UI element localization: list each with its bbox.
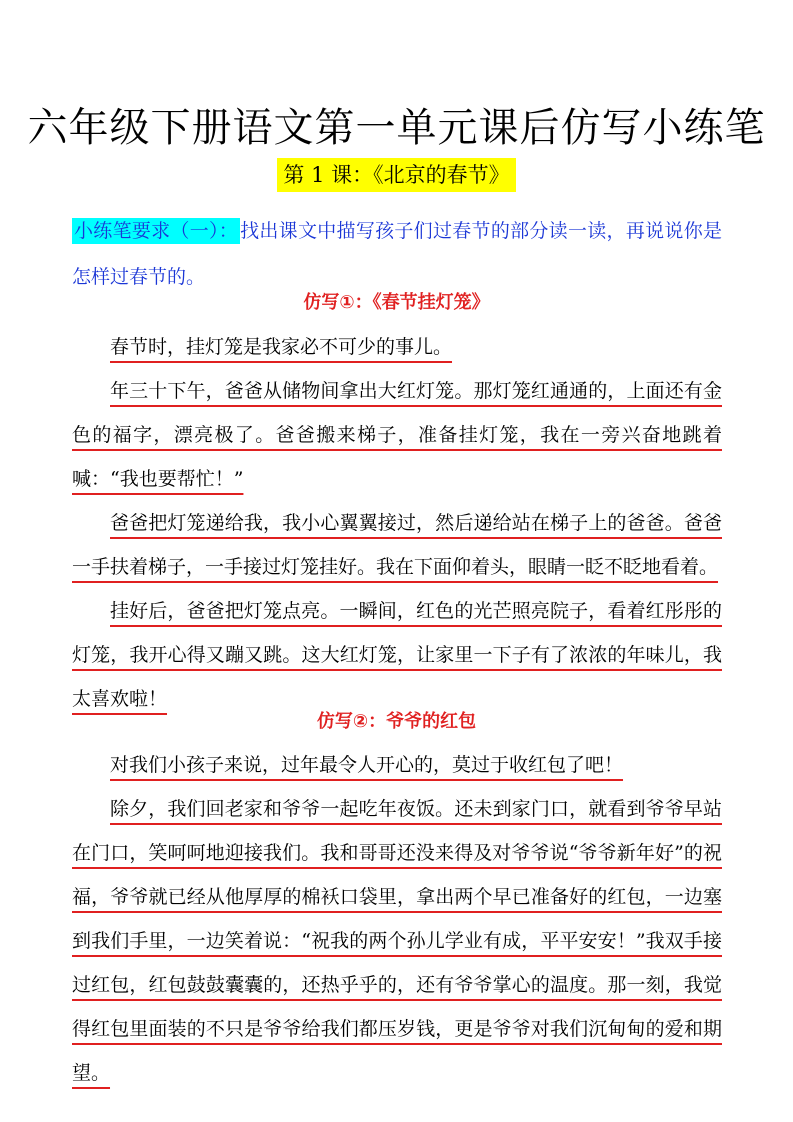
essay2-heading: 仿写②：爷爷的红包 — [316, 711, 477, 732]
essay2-paragraph-2: 除夕，我们回老家和爷爷一起吃年夜饭。还未到家门口，就看到爷爷早站在门口，笑呵呵地迎接我们。我和哥哥还没来得及对爷爷说“爷爷新年好”的祝福，爷爷就已经从他厚厚的棉袄口袋里，拿出两个早已准备好的红包，一边塞到我们手里，一边笑着说：“祝我的两个孙儿学业有成，平平安安！”我双手接过红包，红包鼓鼓囊囊的，还热乎乎的，还有爷爷掌心的温度。那一刻，我觉得红包里面装的不只是爷爷给我们都压岁钱，更是爷爷对我们沉甸甸的爱和期望。 — [72, 798, 722, 1084]
requirement-label: 小练笔要求（一）： — [74, 220, 239, 242]
essay1-paragraph-4: 挂好后，爸爸把灯笼点亮。一瞬间，红色的光芒照亮院子，看着红彤彤的灯笼，我开心得又蹦又跳。这大红灯笼，让家里一下子有了浓浓的年味儿，我太喜欢啦！ — [72, 600, 722, 710]
page-title: 六年级下册语文第一单元课后仿写小练笔 — [27, 105, 766, 151]
essay1-heading: 仿写①：《春节挂灯笼》 — [303, 292, 490, 313]
lesson-heading-wrap — [0, 158, 793, 192]
essay1-paragraph-2: 年三十下午，爸爸从储物间拿出大红灯笼。那灯笼红通通的，上面还有金色的福字，漂亮极了。爸爸搬来梯子，准备挂灯笼，我在一旁兴奋地跳着喊：“我也要帮忙！” — [72, 380, 722, 490]
requirement-text: 找出课文中描写孩子们过春节的部分读一读，再说说你是怎样过春节的。 — [72, 220, 722, 288]
lesson-heading: 第 1 课：《北京的春节》 — [277, 158, 515, 192]
essay1-paragraph-1: 春节时，挂灯笼是我家必不可少的事儿。 — [110, 336, 453, 358]
essay1-paragraph-3: 爸爸把灯笼递给我，我小心翼翼接过，然后递给站在梯子上的爸爸。爸爸一手扶着梯子，一手接过灯笼挂好。我在下面仰着头，眼睛一眨不眨地看着。 — [72, 512, 722, 578]
requirement — [72, 208, 722, 300]
essay2-paragraph-1: 对我们小孩子来说，过年最令人开心的，莫过于收红包了吧！ — [110, 754, 624, 776]
